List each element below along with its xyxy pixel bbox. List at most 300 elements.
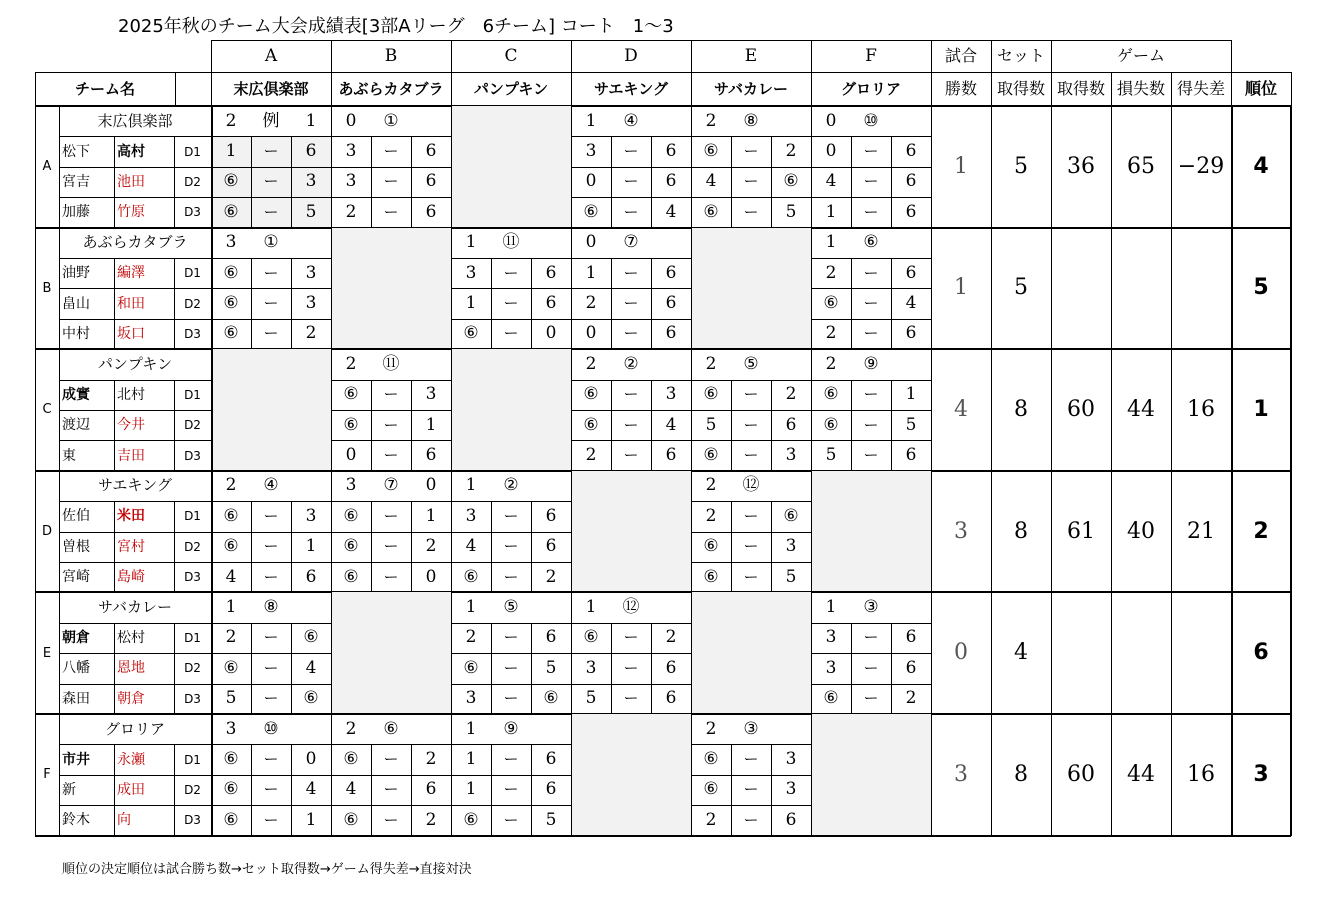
grid-line (691, 501, 811, 502)
grid-line (59, 775, 211, 776)
game-score: ⑥ (823, 414, 839, 435)
column-team-name: サエキング (594, 79, 668, 98)
game-score: 3 (825, 657, 837, 678)
match-number: ② (503, 475, 519, 496)
grid-line (59, 562, 211, 563)
grid-line (211, 623, 331, 624)
match-sets-lost (411, 349, 451, 379)
player-name: 松村 (117, 629, 145, 646)
score-dash: ー (383, 446, 399, 465)
score-dash: ー (263, 658, 279, 677)
games-won-value: 60 (1067, 396, 1095, 422)
grid-line (811, 258, 931, 259)
games-lost-value: 65 (1127, 153, 1155, 179)
grid-line (691, 410, 811, 411)
match-sets-lost: 0 (425, 475, 437, 496)
game-score: ⑥ (223, 536, 239, 557)
game-score: 4 (705, 171, 717, 192)
grid-line (59, 410, 211, 411)
match-sets-lost (651, 349, 691, 379)
score-dash: ー (263, 750, 279, 769)
grid-line (531, 623, 532, 714)
grid-line (331, 106, 332, 836)
sets-won-header: 取得数 (996, 79, 1045, 98)
player-name: 朝倉 (62, 629, 90, 646)
score-dash: ー (863, 142, 879, 161)
score-dash: ー (263, 506, 279, 525)
game-score: 6 (905, 323, 917, 344)
grid-line (251, 623, 252, 714)
match-number: ⑨ (863, 353, 879, 374)
rank-value: 2 (1253, 518, 1269, 544)
grid-line (651, 623, 652, 714)
game-score: ⑥ (823, 688, 839, 709)
game-score: ⑥ (783, 171, 799, 192)
match-sets-won: 2 (225, 110, 237, 131)
header-col-line (175, 72, 176, 106)
row-team-name: サバカレー (97, 598, 173, 617)
game-score: 4 (465, 536, 477, 557)
doubles-label: D3 (184, 570, 201, 585)
grid-line (1111, 106, 1112, 836)
score-dash: ー (503, 506, 519, 525)
match-sets-lost (291, 592, 331, 622)
game-score: 6 (785, 414, 797, 435)
score-dash: ー (383, 385, 399, 404)
match-sets-lost (771, 471, 811, 501)
game-score: ⑥ (703, 384, 719, 405)
grid-line (251, 744, 252, 835)
grid-line (59, 744, 211, 745)
grid-line (331, 562, 451, 563)
match-sets-lost: 1 (305, 110, 317, 131)
game-score: 3 (305, 293, 317, 314)
game-score: ⑥ (703, 536, 719, 557)
game-score: 4 (305, 779, 317, 800)
score-dash: ー (503, 628, 519, 647)
grid-line (114, 380, 115, 471)
column-letter: D (624, 45, 638, 66)
grid-line (211, 167, 331, 168)
grid-line (211, 532, 331, 533)
games-diff-value (1171, 228, 1231, 350)
game-score: ⑥ (463, 809, 479, 830)
rank-header: 順位 (1244, 79, 1277, 98)
player-name: 今井 (117, 417, 145, 434)
grid-line (211, 775, 331, 776)
row-letter: F (43, 767, 51, 783)
match-sets-lost (531, 592, 571, 622)
match-number: ⑫ (742, 475, 760, 496)
match-sets-won: 0 (825, 110, 837, 131)
game-score: 1 (305, 536, 317, 557)
empty-match-cell (571, 714, 691, 836)
game-score: ⑥ (703, 445, 719, 466)
game-score: 6 (425, 141, 437, 162)
game-score: 6 (545, 627, 557, 648)
grid-line (571, 380, 691, 381)
grid-line (451, 532, 571, 533)
doubles-label: D2 (184, 782, 201, 797)
grid-line (451, 562, 571, 563)
game-score: 6 (545, 749, 557, 770)
grid-line (291, 258, 292, 349)
grid-line (611, 136, 612, 227)
grid-line (611, 623, 612, 714)
game-score: 6 (665, 445, 677, 466)
wins-value: 4 (954, 396, 968, 422)
match-number: ⑤ (743, 353, 759, 374)
game-score: ⑥ (343, 566, 359, 587)
player-name: 北村 (117, 386, 145, 403)
game-score: 2 (225, 627, 237, 648)
empty-match-cell (451, 349, 571, 471)
empty-match-cell (211, 349, 331, 471)
header-col-line (691, 40, 692, 106)
game-score: ⑥ (223, 293, 239, 314)
grid-line (331, 380, 451, 381)
column-letter: C (504, 45, 518, 66)
row-letter: B (42, 280, 52, 296)
player-name: 高村 (117, 143, 145, 160)
game-score: 3 (665, 384, 677, 405)
match-number: ② (623, 353, 639, 374)
game-score: 6 (425, 171, 437, 192)
player-name: 成田 (117, 781, 145, 798)
grid-line (811, 167, 931, 168)
grid-line (114, 136, 115, 227)
grid-line (331, 197, 451, 198)
grid-line (291, 623, 292, 714)
doubles-label: D2 (184, 539, 201, 554)
player-name: 米田 (117, 508, 145, 525)
match-sets-lost (891, 106, 931, 136)
score-dash: ー (503, 780, 519, 799)
score-dash: ー (743, 142, 759, 161)
score-dash: ー (503, 537, 519, 556)
game-score: 6 (425, 779, 437, 800)
game-score: 2 (545, 566, 557, 587)
match-number: ④ (623, 110, 639, 131)
game-score: ⑥ (223, 749, 239, 770)
game-score: ⑥ (343, 536, 359, 557)
score-dash: ー (623, 294, 639, 313)
match-number: ⑪ (502, 232, 520, 253)
grid-line (691, 805, 811, 806)
score-dash: ー (743, 446, 759, 465)
grid-line (571, 288, 691, 289)
game-score: 6 (665, 171, 677, 192)
game-score: ⑥ (783, 505, 799, 526)
grid-line (411, 501, 412, 592)
game-score: 6 (905, 657, 917, 678)
match-sets-lost (651, 228, 691, 258)
grid-line (211, 805, 331, 806)
player-name: 池田 (117, 173, 145, 190)
grid-line (771, 380, 772, 471)
grid-line (811, 380, 931, 381)
match-number: ⑦ (623, 232, 639, 253)
score-dash: ー (623, 658, 639, 677)
grid-line (451, 106, 452, 836)
grid-line (331, 532, 451, 533)
score-dash: ー (743, 506, 759, 525)
doubles-label: D1 (184, 752, 201, 767)
grid-line (691, 380, 811, 381)
game-score: 0 (425, 566, 437, 587)
empty-match-cell (571, 471, 691, 593)
score-dash: ー (263, 294, 279, 313)
grid-line (811, 653, 931, 654)
game-score: 6 (665, 141, 677, 162)
player-name: 向 (117, 812, 131, 829)
game-score: 2 (705, 809, 717, 830)
row-letter: E (42, 645, 52, 661)
game-score: 0 (585, 323, 597, 344)
score-dash: ー (383, 506, 399, 525)
player-name: 油野 (62, 265, 90, 282)
match-number: ③ (863, 597, 879, 618)
game-score: 2 (425, 809, 437, 830)
grid-line (331, 744, 451, 745)
game-score: ⑥ (703, 141, 719, 162)
game-score: 6 (545, 505, 557, 526)
grid-line (174, 623, 175, 714)
score-dash: ー (863, 415, 879, 434)
grid-line (371, 380, 372, 471)
game-score: 1 (425, 414, 437, 435)
game-score: 2 (465, 627, 477, 648)
game-score: 5 (545, 809, 557, 830)
doubles-label: D1 (184, 387, 201, 402)
match-sets-won: 2 (225, 475, 237, 496)
score-dash: ー (863, 263, 879, 282)
grid-line (571, 167, 691, 168)
games-won-header: 取得数 (1056, 79, 1105, 98)
game-score: ⑥ (343, 505, 359, 526)
game-score: 6 (905, 445, 917, 466)
team-name-header: チーム名 (74, 79, 135, 98)
game-score: 3 (425, 384, 437, 405)
grid-line (451, 775, 571, 776)
grid-line (411, 744, 412, 835)
player-name: 吉田 (117, 447, 145, 464)
score-dash: ー (383, 172, 399, 191)
grid-line (59, 623, 211, 624)
grid-line (811, 410, 931, 411)
score-dash: ー (623, 385, 639, 404)
row-team-name: サエキング (98, 476, 172, 495)
game-score: ⑥ (211, 197, 251, 227)
score-dash: ー (623, 172, 639, 191)
player-name: 永瀬 (117, 751, 145, 768)
match-sets-won: 2 (345, 353, 357, 374)
game-score: ⑥ (823, 293, 839, 314)
row-letter: C (42, 402, 52, 418)
match-sets-won: 1 (825, 597, 837, 618)
grid-line (851, 623, 852, 714)
score-dash: ー (383, 142, 399, 161)
match-number: ⑩ (863, 110, 879, 131)
match-header: 試合 (944, 46, 977, 65)
game-score: 4 (825, 171, 837, 192)
column-team-name: グロリア (840, 79, 901, 98)
score-dash: ー (863, 446, 879, 465)
column-team-name: あぶらカタブラ (338, 79, 444, 98)
column-letter: B (384, 45, 398, 66)
grid-line (211, 136, 331, 137)
doubles-label: D3 (184, 205, 201, 220)
grid-line (451, 288, 571, 289)
match-number: ⑧ (263, 597, 279, 618)
grid-line (891, 380, 892, 471)
player-name: 成實 (62, 386, 90, 403)
game-score: 3 (585, 657, 597, 678)
empty-match-cell (451, 106, 571, 228)
grid-line (59, 136, 211, 137)
header-col-line (1291, 72, 1292, 106)
match-number: ① (263, 232, 279, 253)
grid-line (691, 744, 811, 745)
grid-line (451, 258, 571, 259)
score-dash: ー (743, 810, 759, 829)
empty-match-cell (691, 592, 811, 714)
player-name: 新 (62, 781, 76, 798)
sheet-title: 2025年秋のチーム大会成績表[3部Aリーグ 6チーム] コート 1〜3 (118, 16, 674, 37)
header-col-line (571, 40, 572, 106)
score-dash: ー (263, 810, 279, 829)
doubles-label: D1 (184, 266, 201, 281)
grid-line (211, 501, 331, 502)
score-dash: ー (503, 750, 519, 769)
grid-line (291, 744, 292, 835)
match-sets-won: 2 (585, 353, 597, 374)
column-team-name: パンプキン (473, 79, 549, 98)
game-score: ⑥ (463, 323, 479, 344)
match-sets-lost (771, 349, 811, 379)
game-score: 6 (665, 293, 677, 314)
player-name: 畠山 (62, 295, 90, 312)
grid-line (59, 197, 211, 198)
grid-line (891, 136, 892, 227)
grid-line (174, 258, 175, 349)
game-score: 3 (585, 141, 597, 162)
score-dash: ー (263, 324, 279, 343)
game-score: 2 (665, 627, 677, 648)
games-lost-value (1111, 592, 1171, 714)
grid-line (211, 684, 331, 685)
match-sets-won: 3 (225, 232, 237, 253)
grid-line (59, 380, 211, 381)
score-dash: ー (503, 263, 519, 282)
header-col-line (991, 40, 992, 106)
game-score: 2 (585, 293, 597, 314)
grid-line (251, 136, 252, 227)
game-score: 5 (705, 414, 717, 435)
game-score: ⑥ (211, 167, 251, 197)
empty-match-cell (811, 471, 931, 593)
match-number: ⑥ (863, 232, 879, 253)
score-dash: ー (863, 202, 879, 221)
match-sets-won: 1 (225, 597, 237, 618)
header-col-line (331, 40, 332, 106)
header-col-line (811, 40, 812, 106)
game-score: 3 (785, 749, 797, 770)
game-score: 6 (905, 171, 917, 192)
grid-line (571, 440, 691, 441)
player-name: 朝倉 (117, 690, 145, 707)
game-score: ⑥ (703, 201, 719, 222)
doubles-label: D3 (184, 691, 201, 706)
player-name: 編澤 (117, 265, 145, 282)
grid-line (531, 258, 532, 349)
grid-line (691, 106, 692, 836)
player-name: 森田 (62, 690, 90, 707)
header-col-line (931, 40, 932, 106)
game-score: 3 (345, 171, 357, 192)
game-score: 2 (905, 688, 917, 709)
grid-line (411, 136, 412, 227)
grid-line (114, 258, 115, 349)
grid-line (571, 684, 691, 685)
grid-line (211, 319, 331, 320)
game-score: 1 (425, 505, 437, 526)
doubles-label: D2 (184, 661, 201, 676)
game-score: 0 (545, 323, 557, 344)
grid-line (371, 136, 372, 227)
grid-line (571, 136, 691, 137)
grid-line (811, 197, 931, 198)
grid-line (891, 623, 892, 714)
match-number: ⑨ (503, 718, 519, 739)
game-score: 3 (305, 505, 317, 526)
game-score: ⑥ (823, 384, 839, 405)
score-dash: ー (503, 294, 519, 313)
game-score: 1 (465, 749, 477, 770)
grid-line (991, 106, 992, 836)
match-sets-lost (411, 714, 451, 744)
score-dash: ー (263, 628, 279, 647)
game-score: 5 (905, 414, 917, 435)
grid-line (451, 501, 571, 502)
column-letter: E (744, 45, 758, 66)
grid-line (291, 501, 292, 592)
game-score: 3 (465, 262, 477, 283)
grid-line (651, 258, 652, 349)
player-name: 宮村 (117, 538, 145, 555)
score-dash: ー (503, 810, 519, 829)
grid-line (571, 106, 572, 836)
grid-line (811, 136, 931, 137)
column-letter: A (264, 45, 278, 66)
score-dash: ー (251, 167, 291, 197)
match-number: ⑫ (622, 597, 640, 618)
game-score: 5 (585, 688, 597, 709)
game-score: 6 (905, 201, 917, 222)
match-sets-won: 2 (705, 353, 717, 374)
game-score: 2 (825, 262, 837, 283)
game-score: 3 (465, 688, 477, 709)
sets-value: 5 (1014, 275, 1028, 301)
score-dash: ー (383, 202, 399, 221)
game-score: ⑥ (583, 414, 599, 435)
header-col-line (1171, 72, 1172, 106)
game-score: 6 (665, 657, 677, 678)
match-sets-won: 1 (465, 475, 477, 496)
sets-value: 8 (1014, 518, 1028, 544)
grid-line (59, 167, 211, 168)
game-score: ⑥ (223, 323, 239, 344)
